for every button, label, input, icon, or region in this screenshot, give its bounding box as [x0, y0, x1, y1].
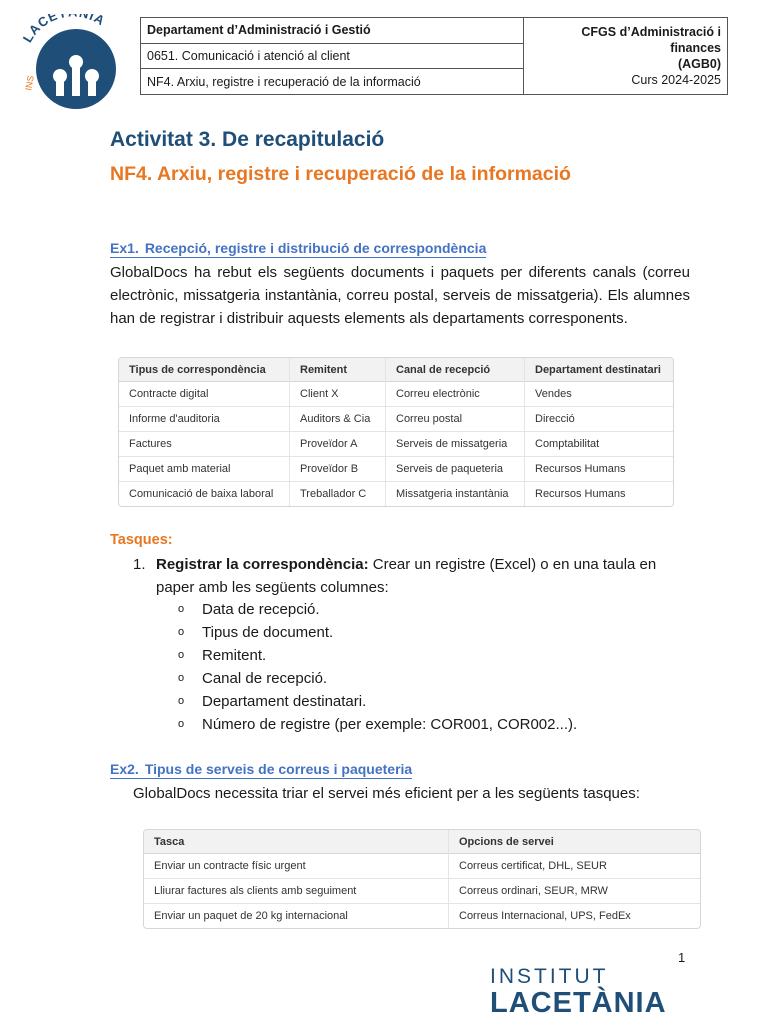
table-row — [119, 407, 673, 432]
list-item: o Departament destinatari. — [178, 690, 577, 713]
table-cell: Lliurar factures als clients amb seguiment — [144, 879, 448, 904]
table-row — [144, 879, 700, 904]
table-cell: Correus certificat, DHL, SEUR — [448, 854, 700, 879]
table-cell: Client X — [289, 382, 385, 407]
course-info — [524, 18, 727, 94]
task-bold-label: Registrar la correspondència: — [156, 556, 369, 573]
list-item: o Data de recepció. — [178, 598, 577, 621]
columns-list — [178, 598, 577, 736]
table-header: Remitent — [289, 358, 385, 382]
bullet-icon: o — [178, 672, 185, 684]
table-cell: Direcció — [524, 407, 673, 432]
table-header: Canal de recepció — [385, 358, 524, 382]
table-header: Tasca — [144, 830, 448, 854]
table-cell: Enviar un contracte físic urgent — [144, 854, 448, 879]
table-cell: Proveïdor B — [289, 457, 385, 482]
ex1-heading — [110, 240, 486, 258]
footer-logo-line1: INSTITUT — [490, 965, 609, 988]
course-year: Curs 2024-2025 — [631, 73, 721, 87]
bullet-icon: o — [178, 695, 185, 707]
table-cell: Correus ordinari, SEUR, MRW — [448, 879, 700, 904]
table-header: Opcions de servei — [448, 830, 700, 854]
table-header-row — [119, 358, 673, 382]
course-name: CFGS d’Administració i finances — [581, 25, 721, 55]
table-cell: Vendes — [524, 382, 673, 407]
ex2-number: Ex2. — [110, 761, 139, 777]
services-table — [143, 829, 701, 929]
list-item: o Remitent. — [178, 644, 577, 667]
table-cell: Contracte digital — [119, 382, 289, 407]
list-item: o Canal de recepció. — [178, 667, 577, 690]
department-name: Departament d’Administració i Gestió — [141, 18, 523, 44]
school-logo — [16, 14, 124, 114]
document-header — [140, 17, 728, 95]
table-cell: Correu postal — [385, 407, 524, 432]
table-cell: Recursos Humans — [524, 457, 673, 482]
activity-title: Activitat 3. De recapitulació — [110, 128, 385, 151]
ex1-paragraph: GlobalDocs ha rebut els següents documents i paquets per diferents canals (correu electrònic, missatgeria instantània, correu postal, serveis de missatgeria). Els alumnes han de registrar i distribuir aquests elements als departaments corresponents. — [110, 264, 690, 327]
activity-subtitle: NF4. Arxiu, registre i recuperació de la informació — [110, 163, 571, 185]
task-number: 1. — [133, 556, 146, 573]
footer-logo — [490, 966, 667, 1018]
svg-text:LACETÀNIA: LACE IA — [19, 14, 109, 46]
table-cell: Proveïdor A — [289, 432, 385, 457]
list-item: o Número de registre (per exemple: COR001, COR002...). — [178, 713, 577, 736]
table-row — [119, 382, 673, 407]
table-cell: Missatgeria instantània — [385, 482, 524, 506]
table-row — [119, 457, 673, 482]
table-cell: Informe d'auditoria — [119, 407, 289, 432]
table-cell: Comunicació de baixa laboral — [129, 488, 274, 500]
task-item — [133, 553, 698, 599]
table-cell: Treballador C — [289, 482, 385, 506]
ex2-title: Tipus de serveis de correus i paqueteria — [144, 761, 413, 777]
table-cell: Serveis de paqueteria — [385, 457, 524, 482]
bullet-icon: o — [178, 649, 185, 661]
table-row — [144, 854, 700, 879]
bullet-icon: o — [178, 626, 185, 638]
svg-text:INS: INS — [23, 74, 36, 92]
table-cell: Correus Internacional, UPS, FedEx — [448, 904, 700, 928]
table-cell: Correu electrònic — [385, 382, 524, 407]
table-header: Departament destinatari — [524, 358, 673, 382]
table-cell: Recursos Humans — [524, 482, 673, 506]
list-item: o Tipus de document. — [178, 621, 577, 644]
module-name: 0651. Comunicació i atenció al client — [141, 44, 523, 70]
table-row — [119, 482, 673, 506]
table-cell: Paquet amb material — [119, 457, 289, 482]
course-code: (AGB0) — [677, 57, 721, 71]
correspondence-table — [118, 357, 674, 507]
page-number: 1 — [678, 950, 686, 965]
table-cell: Serveis de missatgeria — [385, 432, 524, 457]
ex1-title: Recepció, registre i distribució de correspondència — [144, 240, 487, 256]
footer-logo-line2: LACETÀNIA — [490, 987, 667, 1019]
table-cell: Auditors & Cia — [289, 407, 385, 432]
tasks-label: Tasques: — [110, 532, 173, 548]
ex2-heading — [110, 761, 412, 779]
bullet-icon: o — [178, 603, 185, 615]
table-cell: Comptabilitat — [524, 432, 673, 457]
unit-name: NF4. Arxiu, registre i recuperació de la informació — [147, 74, 421, 89]
ex2-paragraph: GlobalDocs necessita triar el servei més eficient per a les següents tasques: — [133, 785, 640, 802]
table-cell: Factures — [119, 432, 289, 457]
bullet-icon: o — [178, 718, 185, 730]
table-header: Tipus de correspondència — [119, 358, 289, 382]
ex1-number: Ex1. — [110, 240, 139, 256]
table-row — [119, 432, 673, 457]
table-header-row — [144, 830, 700, 854]
table-cell: Enviar un paquet de 20 kg internacional — [154, 910, 348, 922]
task-description: Crear un registre (Excel) o en una taula en paper amb les següents columnes: — [156, 556, 657, 596]
table-row — [144, 904, 700, 928]
